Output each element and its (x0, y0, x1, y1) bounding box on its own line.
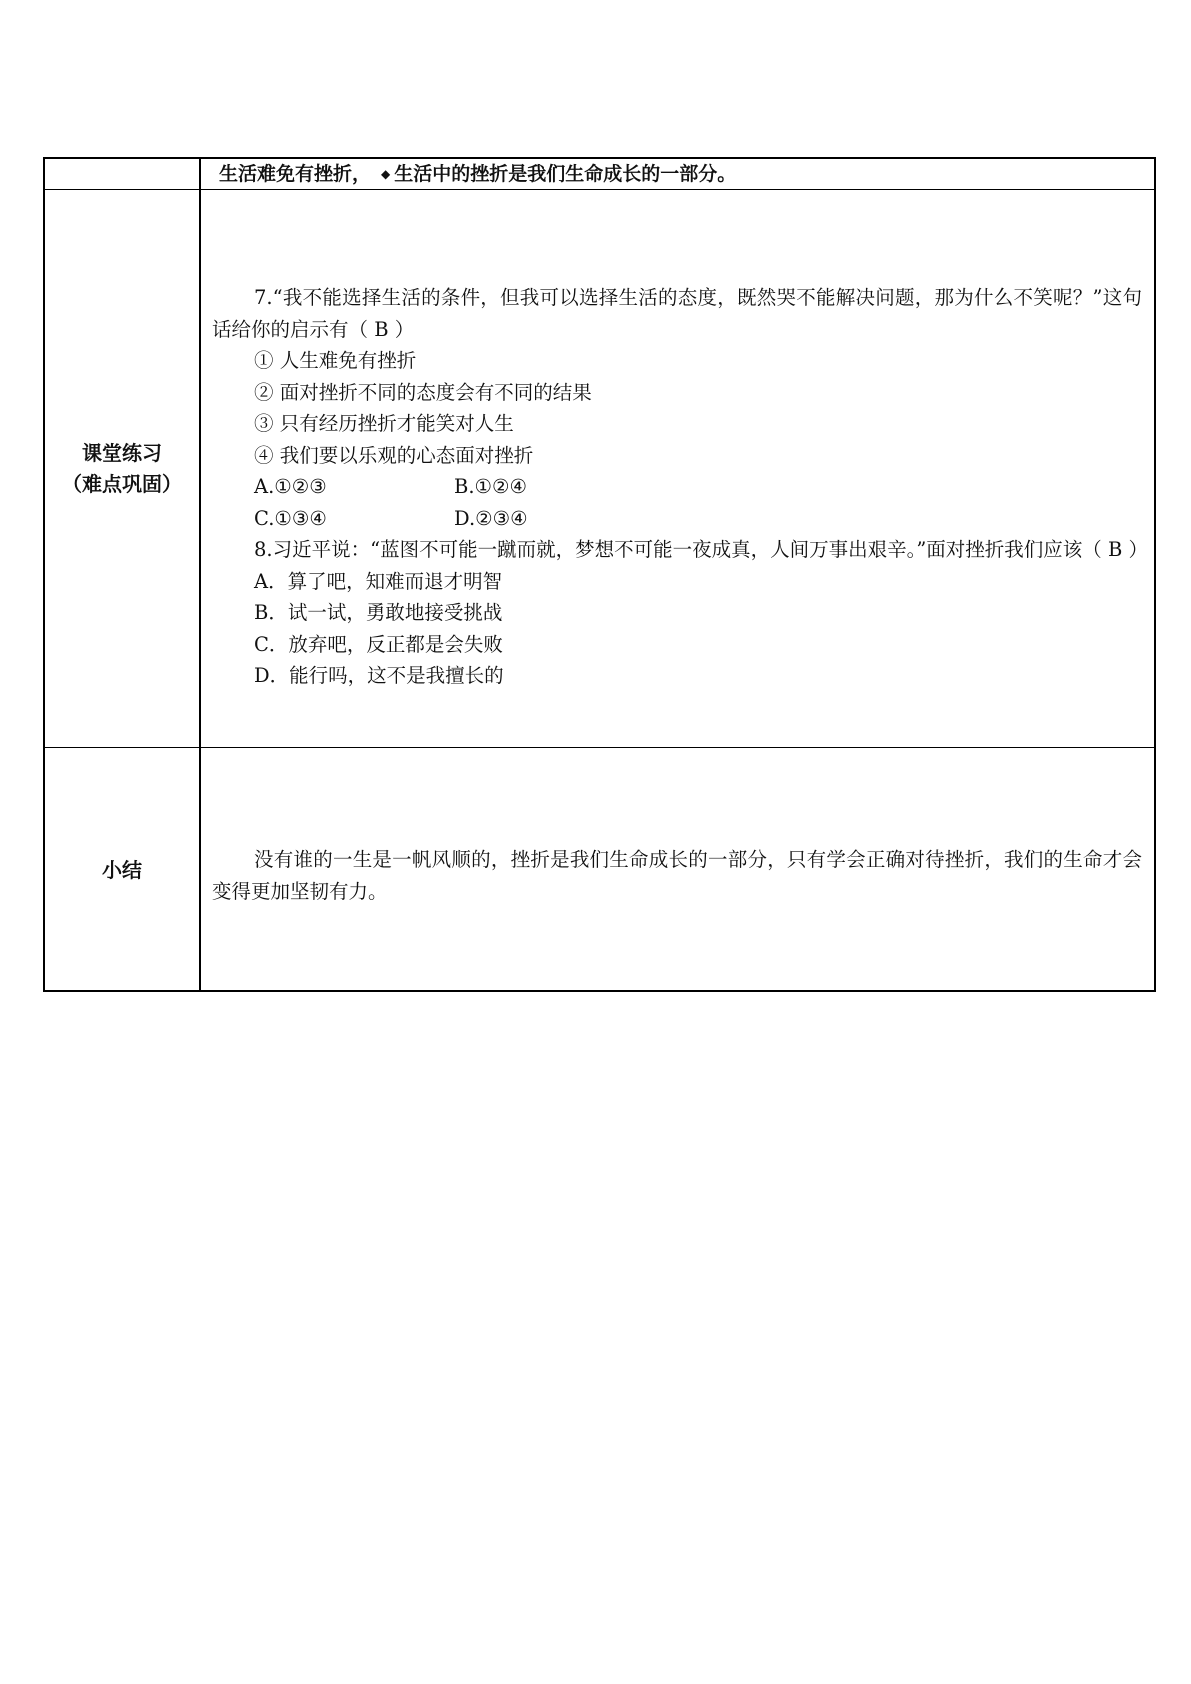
statement-part-1: 生活难免有挫折， (219, 163, 372, 185)
table-row-practice (45, 190, 1154, 747)
row-label-practice (45, 190, 199, 747)
row-label-summary: 小结 (102, 857, 142, 882)
summary-text: 没有谁的一生是一帆风顺的，挫折是我们生命成长的一部分，只有学会正确对待挫折，我们的生命才会变得更加坚韧有力。 (212, 848, 1142, 903)
lesson-table (43, 157, 1156, 992)
practice-label-line1: 课堂练习 (82, 440, 162, 465)
question-8-stem: 8.习近平说：“蓝图不可能一蹴而就，梦想不可能一夜成真，人间万事出艰辛。”面对挫折我们应该（ B ） (254, 538, 1149, 561)
question-8-choice: B．试一试，勇敢地接受挑战 (254, 601, 503, 624)
question-7-choices-row (212, 471, 1142, 503)
question-8-choice: A．算了吧，知难而退才明智 (254, 569, 503, 593)
choice-c: C.①③④ (254, 506, 327, 530)
choice-d: D.②③④ (454, 506, 528, 530)
question-7-choices-row (212, 503, 1142, 535)
table-row-summary (45, 748, 1154, 992)
question-7-item: ① 人生难免有挫折 (254, 349, 417, 372)
summary-content (212, 844, 1142, 907)
question-7-item: ④ 我们要以乐观的心态面对挫折 (254, 443, 534, 467)
table-row-summary-statement (45, 159, 1154, 189)
question-8-choice: D．能行吗，这不是我擅长的 (254, 664, 504, 687)
question-8-choice: C．放弃吧，反正都是会失败 (254, 632, 503, 656)
choice-a: A.①②③ (254, 475, 327, 498)
practice-content (212, 282, 1149, 692)
question-7-stem: 7.“我不能选择生活的条件，但我可以选择生活的态度，既然哭不能解决问题，那为什么不笑呢？”这句话给你的启示有（ B ） (212, 286, 1142, 341)
question-7-item: ② 面对挫折不同的态度会有不同的结果 (254, 380, 592, 404)
summary-statement (219, 159, 1142, 189)
choice-b: B.①②④ (454, 475, 527, 498)
practice-label-line2: （难点巩固） (62, 471, 182, 496)
statement-part-2: 生活中的挫折是我们生命成长的一部分。 (394, 163, 737, 185)
row-label-empty (45, 159, 199, 189)
bullet-mark-icon: ◆ (381, 167, 391, 181)
question-7-item: ③ 只有经历挫折才能笑对人生 (254, 412, 514, 435)
